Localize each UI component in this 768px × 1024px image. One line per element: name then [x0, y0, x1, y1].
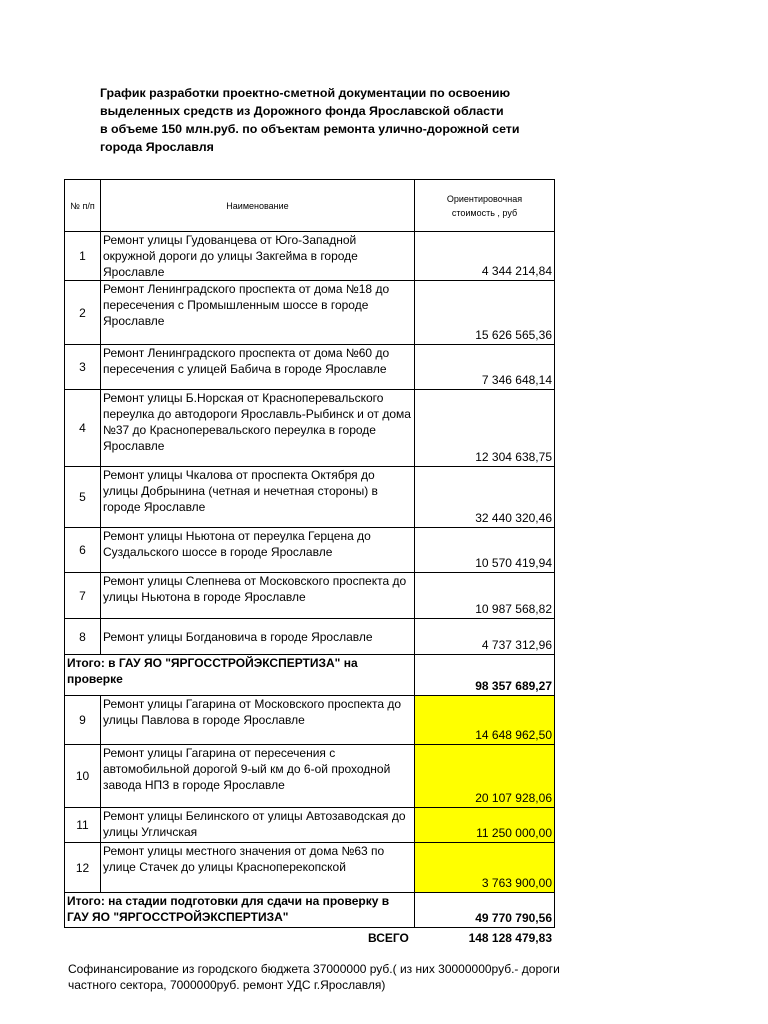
- table-row: [65, 467, 555, 528]
- grand-total-row: [64, 931, 554, 947]
- row-cost: 10 570 419,94: [415, 528, 555, 573]
- row-cost: 4 344 214,84: [415, 232, 555, 281]
- row-name: Ремонт улицы Гагарина от пересечения с автомобильной дорогой 9-ый км до 6-ой проходной завода НПЗ в городе Ярославле: [101, 745, 415, 808]
- title-line-3: в объеме 150 млн.руб. по объектам ремонта улично-дорожной сети: [100, 122, 520, 136]
- row-name: Ремонт улицы Белинского от улицы Автозаводская до улицы Угличская: [101, 808, 415, 843]
- header-cost-line-2: стоимость , руб: [451, 207, 518, 218]
- subtotal-cost: 98 357 689,27: [415, 655, 555, 696]
- row-name: Ремонт улицы Слепнева от Московского проспекта до улицы Ньютона в городе Ярославле: [101, 573, 415, 619]
- table-row: [65, 345, 555, 390]
- row-name: Ремонт улицы Чкалова от проспекта Октября до улицы Добрынина (четная и нечетная стороны) в городе Ярославле: [101, 467, 415, 528]
- header-name: Наименование: [101, 180, 415, 232]
- table-row: [65, 232, 555, 281]
- row-number: 1: [65, 232, 101, 281]
- title-line-2: выделенных средств из Дорожного фонда Ярославской области: [100, 104, 504, 118]
- table-row: [65, 619, 555, 655]
- row-number: 7: [65, 573, 101, 619]
- row-name: Ремонт улицы Б.Норская от Красноперевальского переулка до автодороги Ярославль-Рыбинск и от дома №37 до Красноперевальского переулка в городе Ярославле: [101, 390, 415, 467]
- row-cost-highlighted: 20 107 928,06: [415, 745, 555, 808]
- subtotal-cost: 49 770 790,56: [415, 893, 555, 928]
- row-cost: 4 737 312,96: [415, 619, 555, 655]
- table-row: [65, 696, 555, 745]
- row-name: Ремонт улицы Гагарина от Московского проспекта до улицы Павлова в городе Ярославле: [101, 696, 415, 745]
- row-cost-highlighted: 3 763 900,00: [415, 843, 555, 893]
- table-row: [65, 528, 555, 573]
- header-num: № п/п: [65, 180, 101, 232]
- grand-total-label: ВСЕГО: [368, 931, 409, 945]
- row-number: 6: [65, 528, 101, 573]
- table-row: [65, 808, 555, 843]
- row-number: 12: [65, 843, 101, 893]
- table-row: [65, 281, 555, 345]
- subtotal-row-preparation: [65, 893, 555, 928]
- row-cost: 15 626 565,36: [415, 281, 555, 345]
- row-cost: 7 346 648,14: [415, 345, 555, 390]
- row-name: Ремонт улицы местного значения от дома №63 по улице Стачек до улицы Краснoперекопской: [101, 843, 415, 893]
- header-cost-line-1: Ориентировочная: [446, 193, 523, 204]
- row-name: Ремонт улицы Ньютона от переулка Герцена до Суздальского шоссе в городе Ярославле: [101, 528, 415, 573]
- table-header-row: [65, 180, 555, 232]
- row-number: 8: [65, 619, 101, 655]
- row-number: 10: [65, 745, 101, 808]
- table-row: [65, 573, 555, 619]
- subtotal-row-review: [65, 655, 555, 696]
- row-number: 11: [65, 808, 101, 843]
- header-cost: [415, 180, 555, 232]
- row-name: Ремонт улицы Богдановича в городе Ярославле: [101, 619, 415, 655]
- grand-total-cost: 148 128 479,83: [468, 931, 552, 945]
- row-cost: 10 987 568,82: [415, 573, 555, 619]
- row-name: Ремонт Ленинградского проспекта от дома №18 до пересечения с Промышленным шоссе в городе Ярославле: [101, 281, 415, 345]
- row-name: Ремонт улицы Гудованцева от Юго-Западной окружной дороги до улицы Закгейма в городе Ярославле: [101, 232, 415, 281]
- row-name: Ремонт Ленинградского проспекта от дома №60 до пересечения с улицей Бабича в городе Ярославле: [101, 345, 415, 390]
- title-line-4: города Ярославля: [100, 140, 214, 154]
- row-cost: 32 440 320,46: [415, 467, 555, 528]
- table-row: [65, 745, 555, 808]
- subtotal-label: Итого: в ГАУ ЯО "ЯРГОССТРОЙЭКСПЕРТИЗА" на проверке: [65, 655, 415, 696]
- row-cost: 12 304 638,75: [415, 390, 555, 467]
- table-row: [65, 843, 555, 893]
- cofinancing-note: Софинансирование из городского бюджета 37000000 руб.( из них 30000000руб.- дороги частного сектора, 7000000руб. ремонт УДС г.Ярославля): [68, 962, 560, 992]
- table-row: [65, 390, 555, 467]
- title-line-1: График разработки проектно-сметной документации по освоению: [100, 86, 511, 100]
- row-number: 9: [65, 696, 101, 745]
- works-table: [64, 179, 555, 928]
- row-number: 5: [65, 467, 101, 528]
- row-number: 3: [65, 345, 101, 390]
- document-title: [100, 84, 540, 156]
- row-cost-highlighted: 14 648 962,50: [415, 696, 555, 745]
- row-number: 2: [65, 281, 101, 345]
- row-number: 4: [65, 390, 101, 467]
- row-cost-highlighted: 11 250 000,00: [415, 808, 555, 843]
- subtotal-label: Итого: на стадии подготовки для сдачи на проверку в ГАУ ЯО "ЯРГОССТРОЙЭКСПЕРТИЗА": [65, 893, 415, 928]
